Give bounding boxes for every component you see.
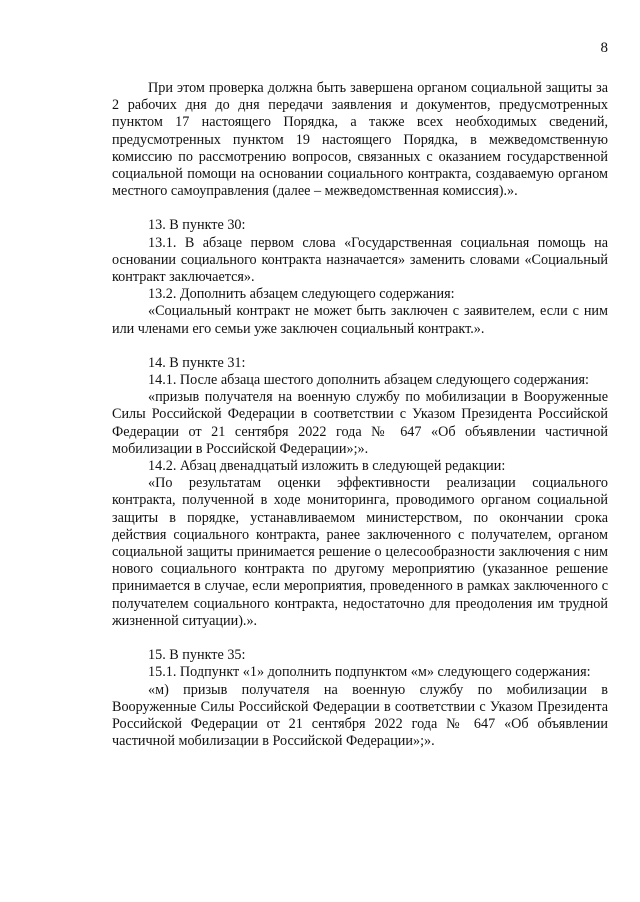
paragraph-verification: При этом проверка должна быть завершена органом социальной защиты за 2 рабочих дня до дня передачи заявления и документов, предусмотренных пунктом 17 настоящего Порядка, а также всех необходимых сведений, предусмотренных пунктом 19 настоящего Порядка, в межведомственную комиссию по рассмотрению вопросов, связанных с оказанием государственной социальной помощи на основании социального контракта, создаваемую органом местного самоуправления (далее – межведомственная комиссия).». [112, 80, 608, 200]
heading-item-14: 14. В пункте 31: [148, 354, 246, 371]
spacer [112, 338, 608, 355]
spacer [112, 630, 608, 647]
paragraph-15-1: 15.1. Подпункт «1» дополнить подпунктом «м» следующего содержания: [148, 664, 591, 681]
page-number: 8 [600, 40, 608, 56]
document-body [112, 80, 608, 750]
paragraph-13-2: 13.2. Дополнить абзацем следующего содержания: [148, 286, 455, 303]
paragraph-14-2-text: «По результатам оценки эффективности реализации социального контракта, полученной в ходе мониторинга, проводимого органом социальной защиты в порядке, устанавливаемом министерством, по окончании срока действия социального контракта, ранее заключенного с получателем, органом социальной защиты принимается решение о целесообразности заключения с ним нового социального контракта по другому мероприятию (указанное решение принимается в случае, если мероприятия, проведенного в рамках заключенного с получателем социального контракта, недостаточно для преодоления им трудной жизненной ситуации).». [112, 475, 608, 629]
paragraph-13-2-text: «Социальный контракт не может быть заключен с заявителем, если с ним или членами его семьи уже заключен социальный контракт.». [112, 303, 608, 337]
paragraph-14-1-text: «призыв получателя на военную службу по мобилизации в Вооруженные Силы Российской Федерации в соответствии с Указом Президента Российской Федерации от 21 сентября 2022 года № 647 «Об объявлении частичной мобилизации в Российской Федерации»;». [112, 389, 608, 457]
paragraph-14-1: 14.1. После абзаца шестого дополнить абзацем следующего содержания: [148, 372, 589, 389]
paragraph-13-1: 13.1. В абзаце первом слова «Государственная социальная помощь на основании социального контракта назначается» заменить словами «Социальный контракт заключается». [112, 234, 608, 286]
heading-item-13: 13. В пункте 30: [148, 217, 246, 234]
spacer [112, 200, 608, 217]
heading-item-15: 15. В пункте 35: [148, 647, 246, 664]
paragraph-15-1-text: «м) призыв получателя на военную службу по мобилизации в Вооруженные Силы Российской Федерации в соответствии с Указом Президента Российской Федерации от 21 сентября 2022 года № 647 «Об объявлении частичной мобилизации в Российской Федерации»;». [112, 681, 608, 750]
paragraph-14-2: 14.2. Абзац двенадцатый изложить в следующей редакции: [148, 458, 506, 475]
